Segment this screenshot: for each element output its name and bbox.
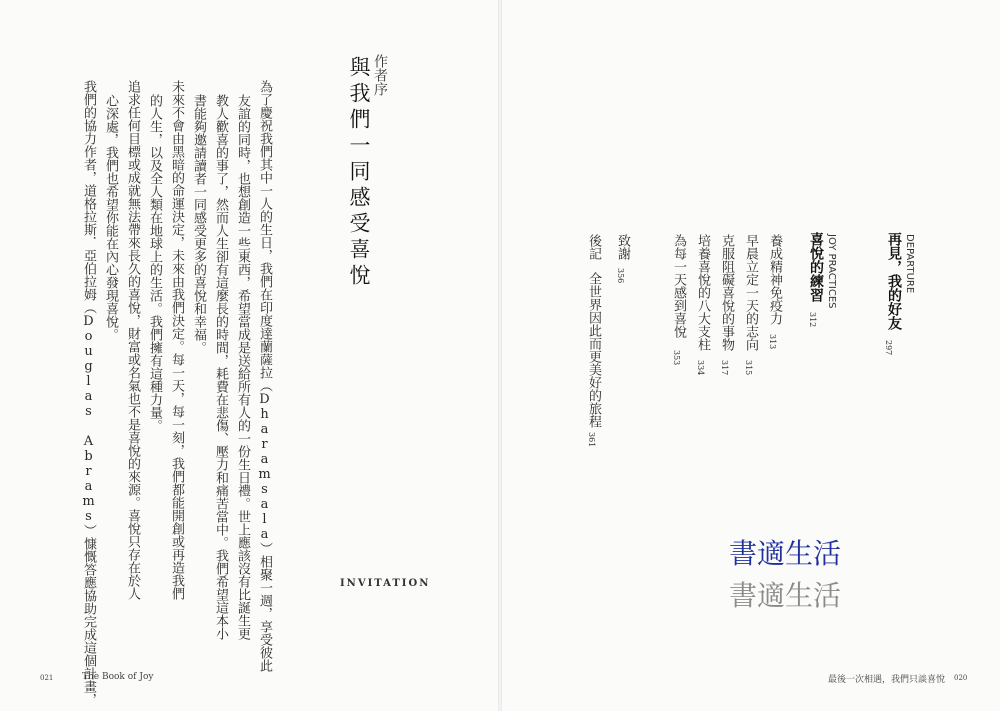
toc-afterword[interactable]: 後記 (586, 234, 601, 260)
body-line-2: 友誼的同時，也想創造一些東西，希望當成是送給所有人的一份生日禮。世上應該沒有比誕生更 (235, 94, 250, 640)
watermark-gray: 書適生活 (729, 579, 842, 612)
toc-item-3-page: 317 (720, 360, 729, 376)
toc-departure-page: 297 (884, 340, 893, 356)
book-title: The Book of Joy (82, 672, 154, 682)
toc-item-4-page: 334 (696, 360, 705, 376)
body-line-4: 書能夠邀請讀者一同感受更多的喜悅和幸福。 (191, 94, 206, 354)
watermark-blue: 書適生活 (729, 537, 842, 570)
page-number-left: 021 (40, 674, 54, 682)
body-line-7: 追求任何目標或成就無法帶來長久的喜悅，財富或名氣也不是喜悅的來源。喜悅只存在於人 (125, 80, 140, 600)
toc-departure-title: 再見，我的好友 (886, 232, 902, 330)
toc-practices-page: 312 (808, 312, 817, 328)
body-line-5: 未來不會由黑暗的命運決定，未來由我們決定。每一天，每一刻，我們都能開創或再造我們 (169, 80, 184, 600)
toc-item-1[interactable]: 養成精神免疫力 (767, 234, 782, 325)
preface-label: 作者序 (372, 54, 388, 96)
toc-afterword-subtitle[interactable]: 全世界因此而更美好的旅程 (586, 272, 601, 428)
toc-practices-en: JOY PRACTICES (826, 234, 837, 309)
toc-item-4[interactable]: 培養喜悅的八大支柱 (695, 234, 710, 351)
body-line-6: 的人生，以及全人類在地球上的生活。我們擁有這種力量。 (147, 94, 162, 432)
toc-item-5-page: 353 (672, 350, 681, 366)
body-line-8: 心深處，我們也希望你能在內心發現喜悅。 (103, 94, 118, 341)
running-head: 最後一次相遇，我們只談喜悅 (828, 675, 946, 685)
body-line-1: 為了慶祝我們其中一人的生日，我們在印度達蘭薩拉（Dharamsala）相聚一週，享受彼此 (257, 80, 272, 672)
toc-thanks[interactable]: 致謝 (615, 234, 630, 260)
section-label-invitation: INVITATION (340, 578, 431, 589)
toc-afterword-page: 361 (587, 432, 596, 448)
toc-item-2-page: 315 (744, 360, 753, 376)
body-line-9: 我們的協力作者，道格拉斯．亞伯拉姆（Douglas Abrams）慷慨答應協助完成這個計畫， (81, 80, 96, 706)
toc-thanks-page: 356 (616, 268, 625, 284)
toc-item-3[interactable]: 克服阻礙喜悅的事物 (719, 234, 734, 351)
toc-item-2[interactable]: 早晨立定一天的志向 (743, 234, 758, 351)
preface-title: 與我們一同感受喜悅 (347, 56, 371, 290)
toc-item-5[interactable]: 為每一天感到喜悅 (671, 234, 686, 338)
body-line-3: 教人歡喜的事了，然而人生卻有這麼長的時間，耗費在悲傷、壓力和痛苦當中。我們希望這本小 (213, 94, 228, 640)
toc-departure-en: DEPARTURE (904, 234, 915, 294)
toc-practices-title: 喜悅的練習 (808, 232, 824, 302)
toc-item-1-page: 313 (768, 334, 777, 350)
page-number-right: 020 (954, 674, 968, 682)
